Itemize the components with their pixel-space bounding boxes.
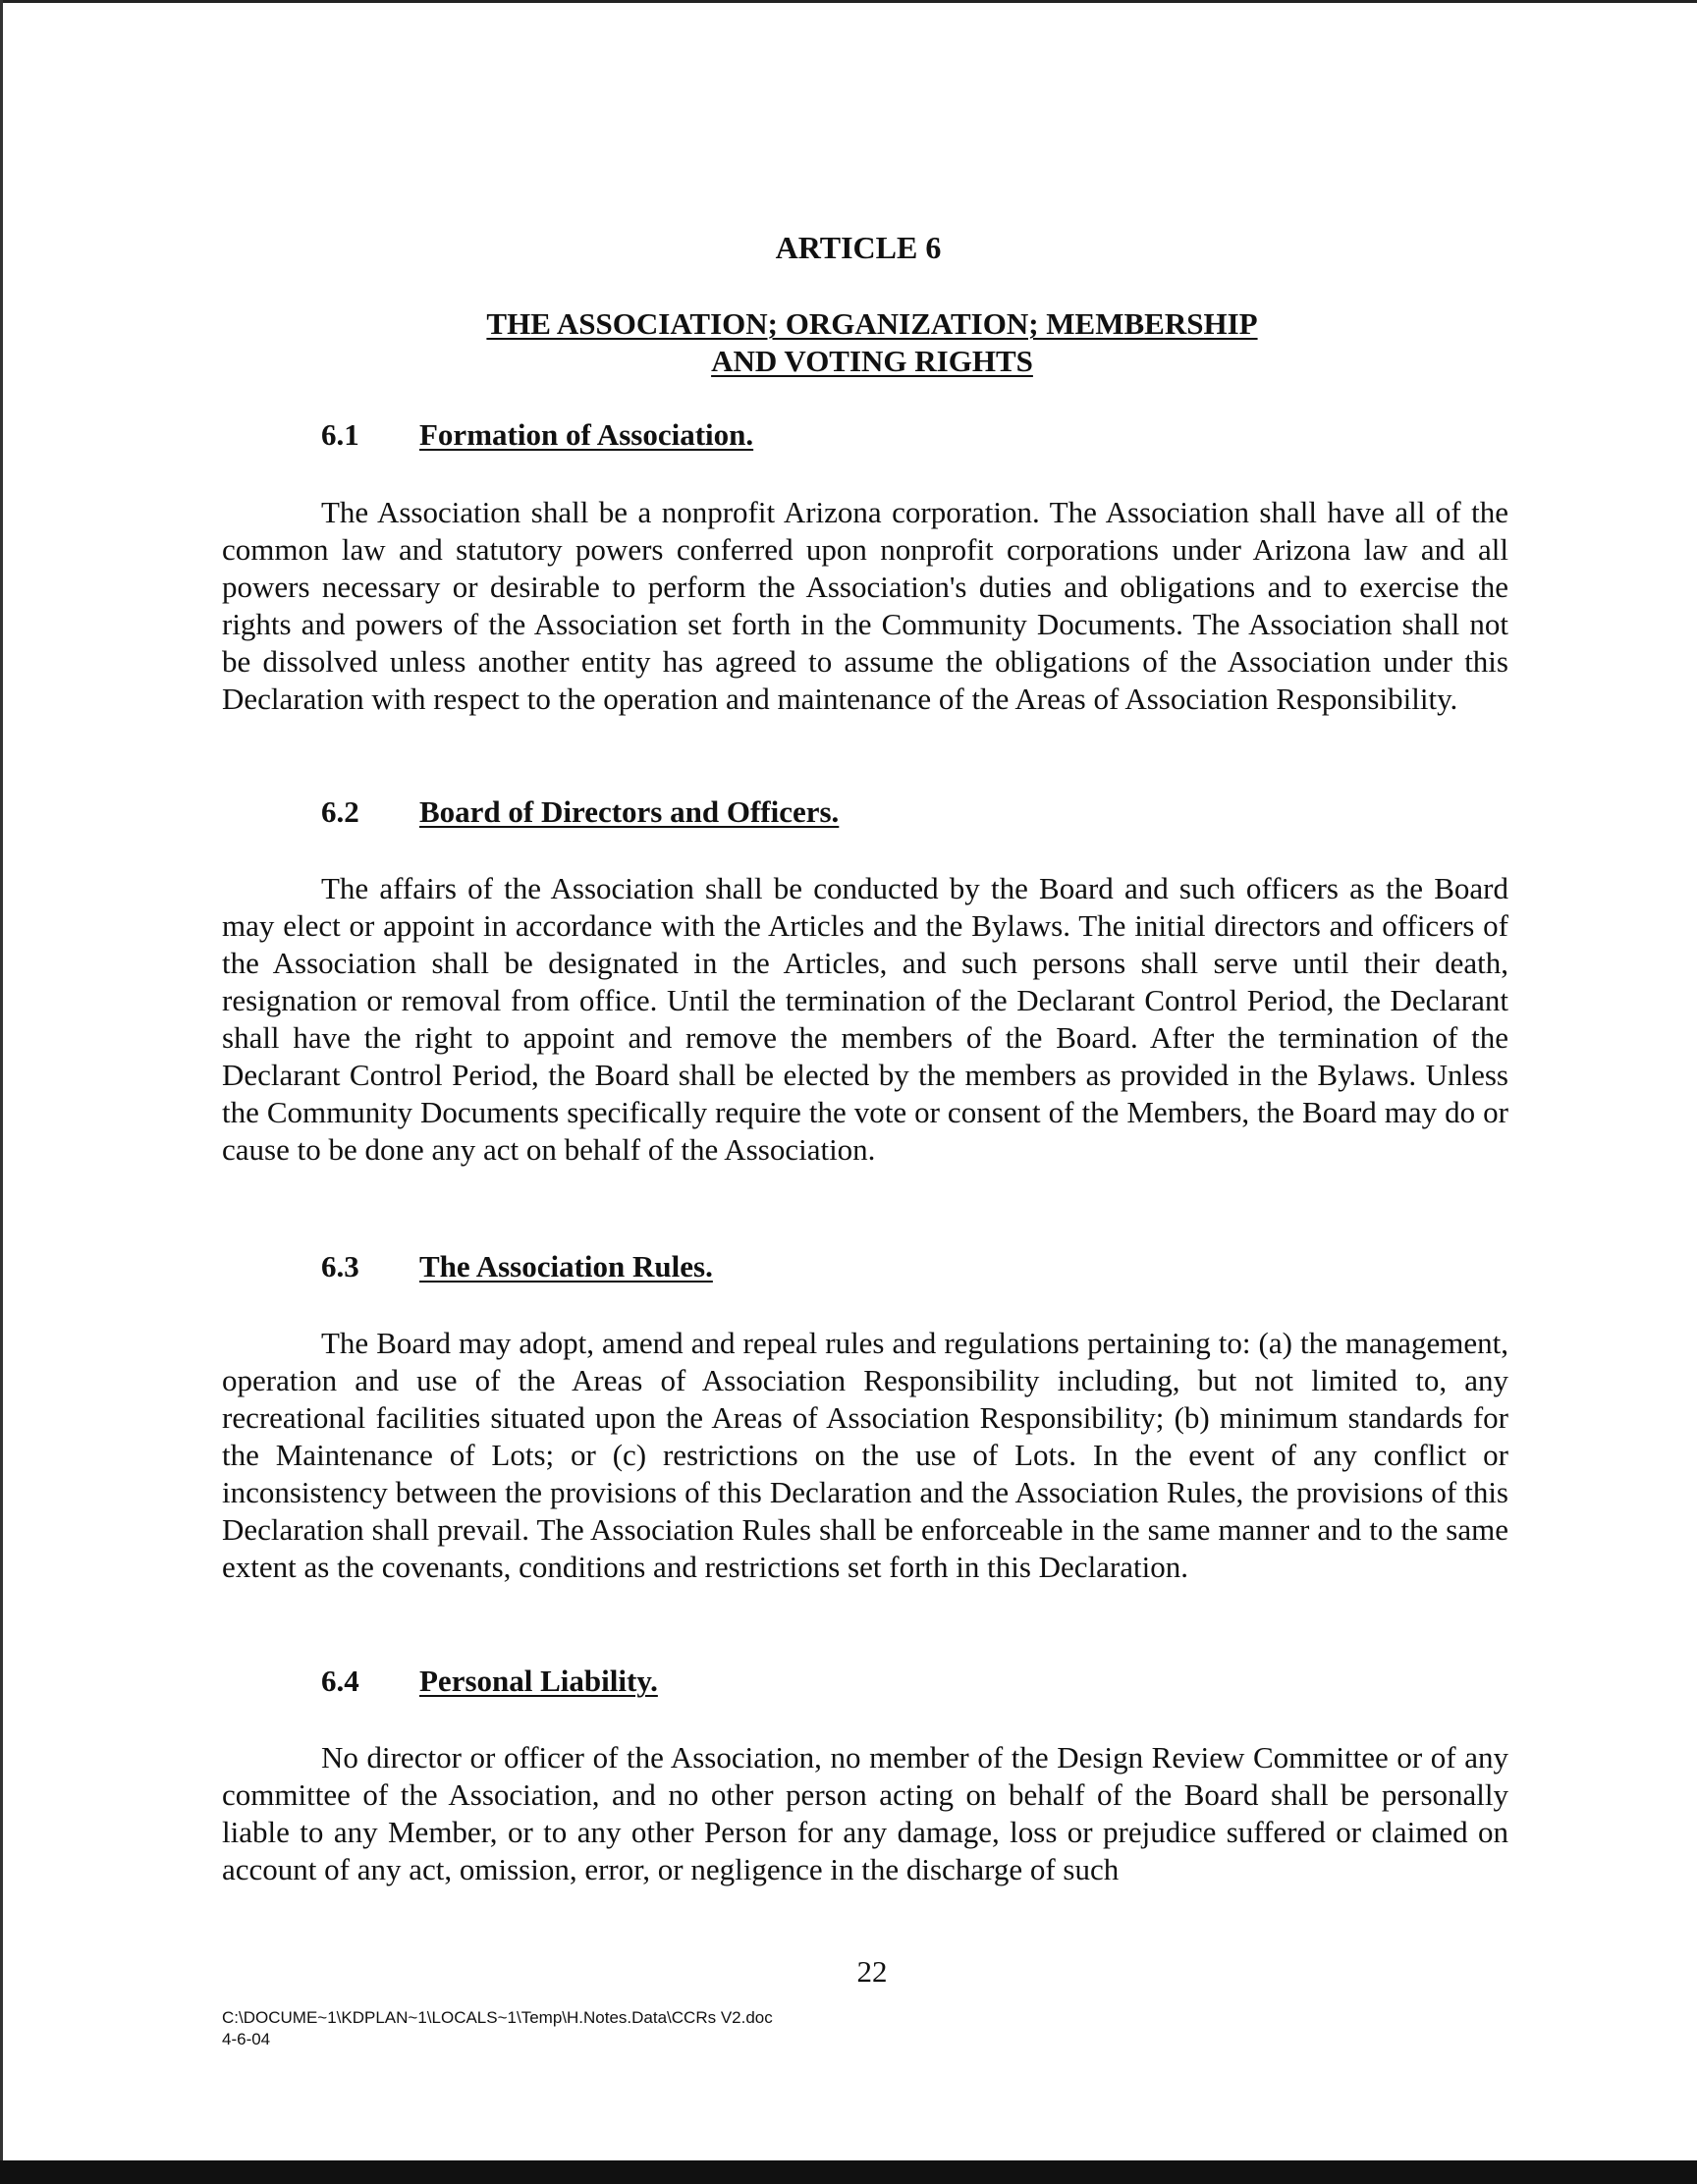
scan-bottom-bar <box>0 2160 1697 2184</box>
section-heading-6-3 <box>321 1249 713 1284</box>
section-heading-6-1 <box>321 417 753 453</box>
section-title: The Association Rules. <box>419 1249 713 1283</box>
article-title <box>24 305 1697 380</box>
article-title-line-1: THE ASSOCIATION; ORGANIZATION; MEMBERSHIP <box>486 306 1258 341</box>
section-body-6-3: The Board may adopt, amend and repeal rules and regulations pertaining to: (a) the management, operation and use of the Areas of Association Responsibility including, but not limited to, any recreational facilities situated upon the Areas of Association Responsibility; (b) minimum standards for the Maintenance of Lots; or (c) restrictions on the use of Lots. In the event of any conflict or inconsistency between the provisions of this Declaration and the Association Rules, the provisions of this Declaration shall prevail. The Association Rules shall be enforceable in the same manner and to the same extent as the covenants, conditions and restrictions set forth in this Declaration. <box>222 1326 1508 1584</box>
section-number: 6.3 <box>321 1249 359 1283</box>
footer-file-path: C:\DOCUME~1\KDPLAN~1\LOCALS~1\Temp\H.Notes.Data\CCRs V2.doc <box>222 2008 773 2027</box>
section-title: Personal Liability. <box>419 1664 658 1698</box>
scan-top-edge <box>0 0 1697 3</box>
footer-date: 4-6-04 <box>222 2030 271 2048</box>
article-title-line-2: AND VOTING RIGHTS <box>711 344 1033 378</box>
section-heading-6-2 <box>321 794 839 830</box>
section-title: Board of Directors and Officers. <box>419 794 840 829</box>
section-heading-6-4 <box>321 1664 658 1699</box>
scan-left-edge <box>0 0 3 2184</box>
section-title: Formation of Association. <box>419 417 754 452</box>
section-body-6-1: The Association shall be a nonprofit Arizona corporation. The Association shall have all of the common law and statutory powers conferred upon nonprofit corporations under Arizona law and all powers necessary or desirable to perform the Association's duties and obligations and to exercise the rights and powers of the Association set forth in the Community Documents. The Association shall not be dissolved unless another entity has agreed to assume the obligations of the Association under this Declaration with respect to the operation and maintenance of the Areas of Association Responsibility. <box>222 495 1508 716</box>
section-number: 6.4 <box>321 1664 359 1698</box>
section-body-6-2: The affairs of the Association shall be conducted by the Board and such officers as the Board may elect or appoint in accordance with the Articles and the Bylaws. The initial directors and officers of the Association shall be designated in the Articles, and such persons shall serve until their death, resignation or removal from office. Until the termination of the Declarant Control Period, the Declarant shall have the right to appoint and remove the members of the Board. After the termination of the Declarant Control Period, the Board shall be elected by the members as provided in the Bylaws. Unless the Community Documents specifically require the vote or consent of the Members, the Board may do or cause to be done any act on behalf of the Association. <box>222 871 1508 1167</box>
section-body-6-4: No director or officer of the Association, no member of the Design Review Committee or of any committee of the Association, and no other person acting on behalf of the Board shall be personally liable to any Member, or to any other Person for any damage, loss or prejudice suffered or claimed on account of any act, omission, error, or negligence in the discharge of such <box>222 1740 1508 1886</box>
section-number: 6.1 <box>321 417 359 452</box>
section-number: 6.2 <box>321 794 359 829</box>
article-heading: ARTICLE 6 <box>775 230 942 265</box>
footer-file-info <box>222 2007 773 2050</box>
page-number: 22 <box>856 1954 888 1989</box>
